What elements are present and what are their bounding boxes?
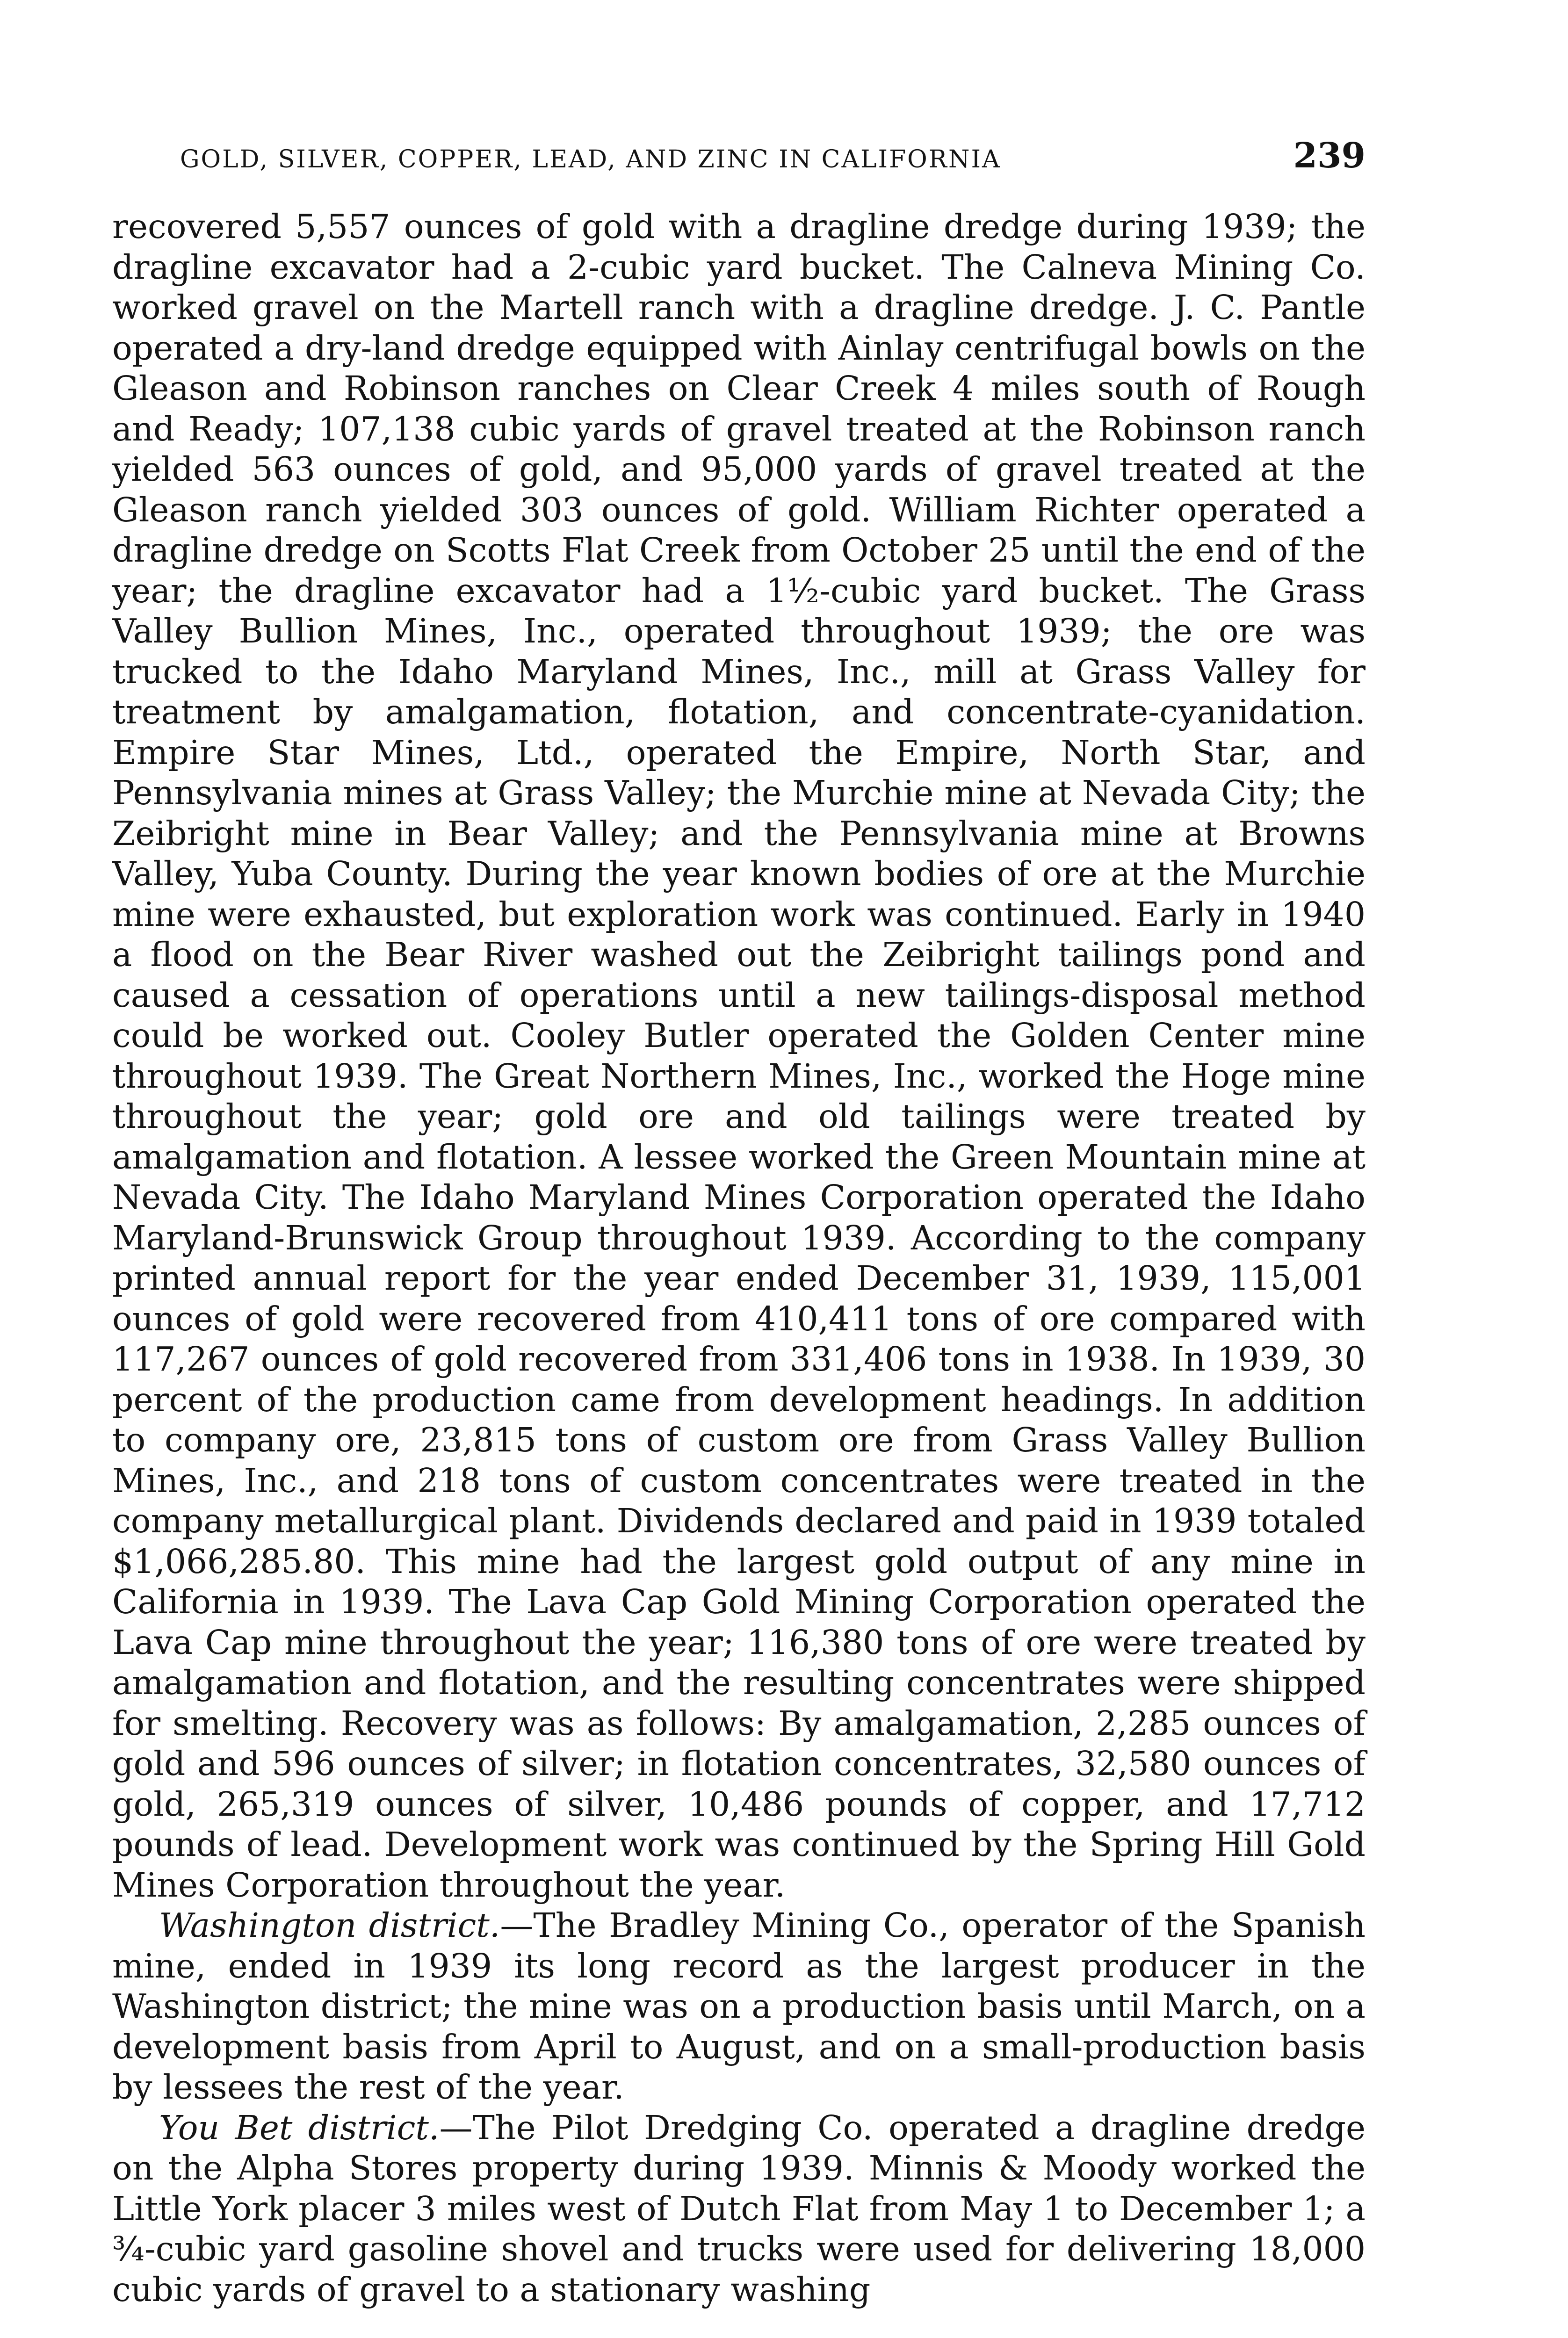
paragraph-washington-district (112, 1905, 1366, 2108)
district-heading: You Bet district. (159, 2108, 440, 2147)
document-page (112, 136, 1366, 2310)
paragraph-text: —The Bradley Mining Co., operator of the Spanish mine, ended in 1939 its long record as the largest producer in the Washington district; the mine was on a production basis until March, on a development basis from April to August, and on a small-production basis by lessees the rest of the year. (112, 1906, 1366, 2107)
page-number: 239 (1293, 136, 1366, 176)
district-heading: Washington district. (159, 1906, 500, 1945)
body-text (112, 207, 1366, 2310)
paragraph-nevada-county-operations (112, 207, 1366, 1905)
running-head (112, 136, 1366, 187)
paragraph-you-bet-district (112, 2108, 1366, 2310)
paragraph-text: —The Pilot Dredging Co. operated a dragline dredge on the Alpha Stores property during 1939. Minnis & Moody worked the Little York placer 3 miles west of Dutch Flat from May 1 to December 1; a ¾-cubic yard gasoline shovel and trucks were used for delivering 18,000 cubic yards of gravel to a stationary washing (112, 2108, 1366, 2309)
running-title: GOLD, SILVER, COPPER, LEAD, AND ZINC IN CALIFORNIA (180, 145, 1001, 173)
paragraph-text: recovered 5,557 ounces of gold with a dragline dredge during 1939; the dragline excavator had a 2-cubic yard bucket. The Calneva Mining Co. worked gravel on the Martell ranch with a dragline dredge. J. C. Pantle operated a dry-land dredge equipped with Ainlay centrifugal bowls on the Gleason and Robinson ranches on Clear Creek 4 miles south of Rough and Ready; 107,138 cubic yards of gravel treated at the Robinson ranch yielded 563 ounces of gold, and 95,000 yards of gravel treated at the Gleason ranch yielded 303 ounces of gold. William Richter operated a dragline dredge on Scotts Flat Creek from October 25 until the end of the year; the dragline excavator had a 1½-cubic yard bucket. The Grass Valley Bullion Mines, Inc., operated throughout 1939; the ore was trucked to the Idaho Maryland Mines, Inc., mill at Grass Valley for treatment by amalgamation, flotation, and concentrate-cyanidation. Empire Star Mines, Ltd., operated the Empire, North Star, and Pennsylvania mines at Grass Valley; the Murchie mine at Nevada City; the Zeibright mine in Bear Valley; and the Pennsylvania mine at Browns Valley, Yuba County. During the year known bodies of ore at the Murchie mine were exhausted, but exploration work was continued. Early in 1940 a flood on the Bear River washed out the Zeibright tailings pond and caused a cessation of operations until a new tailings-disposal method could be worked out. Cooley Butler operated the Golden Center mine throughout 1939. The Great Northern Mines, Inc., worked the Hoge mine throughout the year; gold ore and old tailings were treated by amalgamation and flotation. A lessee worked the Green Mountain mine at Nevada City. The Idaho Maryland Mines Corporation operated the Idaho Maryland-Brunswick Group throughout 1939. According to the company printed annual report for the year ended December 31, 1939, 115,001 ounces of gold were recovered from 410,411 tons of ore compared with 117,267 ounces of gold recovered from 331,406 tons in 1938. In 1939, 30 percent of the production came from development headings. In addition to company ore, 23,815 tons of custom ore from Grass Valley Bullion Mines, Inc., and 218 tons of custom concentrates were treated in the company metallurgical plant. Dividends declared and paid in 1939 totaled $1,066,285.80. This mine had the largest gold output of any mine in California in 1939. The Lava Cap Gold Mining Corporation operated the Lava Cap mine throughout the year; 116,380 tons of ore were treated by amalgamation and flotation, and the resulting concentrates were shipped for smelting. Recovery was as follows: By amalgamation, 2,285 ounces of gold and 596 ounces of silver; in flotation concentrates, 32,580 ounces of gold, 265,319 ounces of silver, 10,486 pounds of copper, and 17,712 pounds of lead. Development work was continued by the Spring Hill Gold Mines Corporation throughout the year. (112, 207, 1366, 1905)
